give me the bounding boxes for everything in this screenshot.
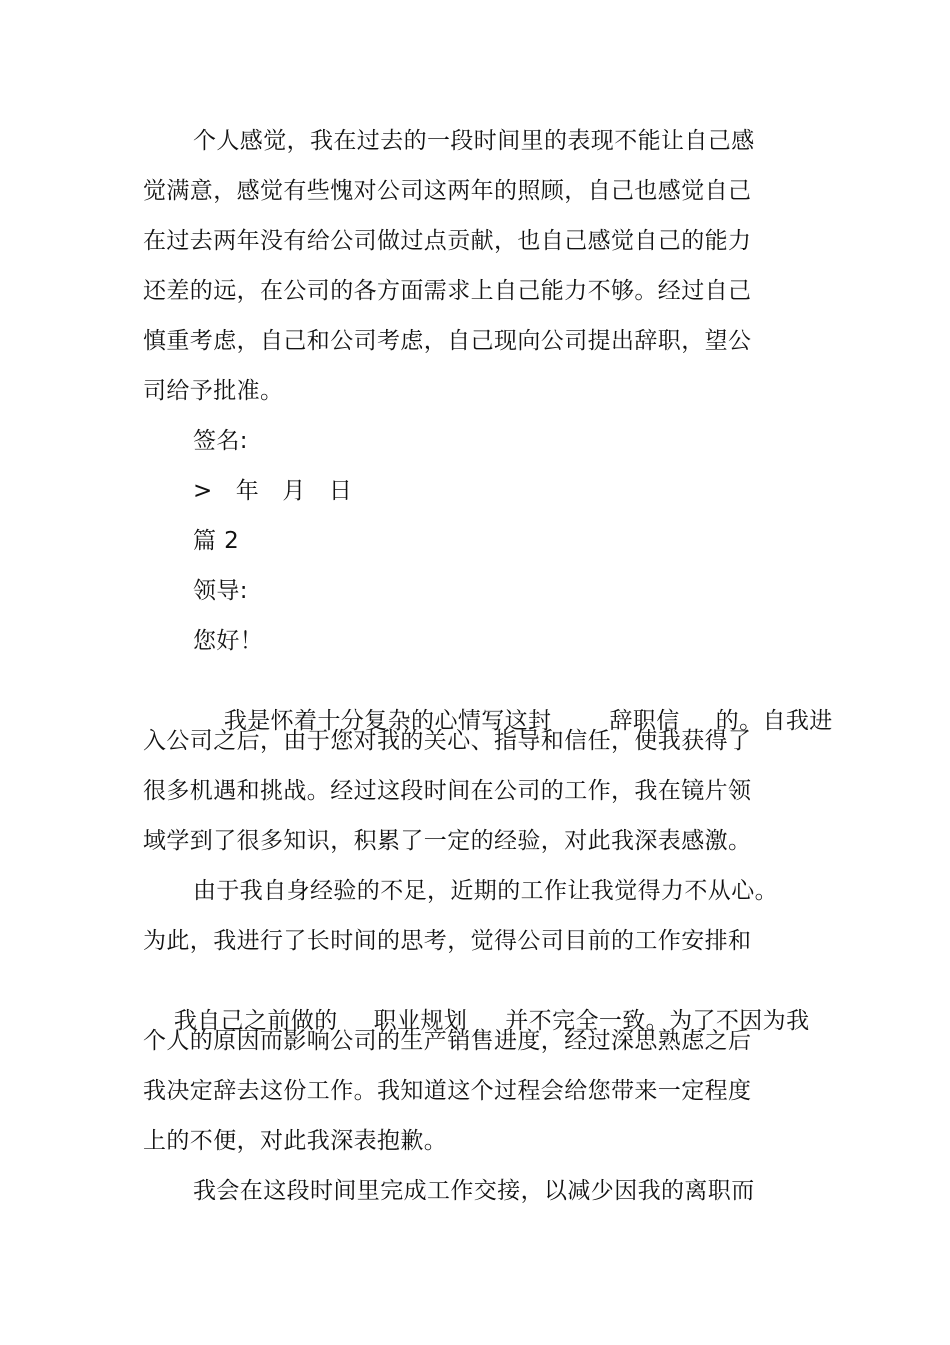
paragraph-line: 觉满意，感觉有些愧对公司这两年的照顾，自己也感觉自己 xyxy=(143,178,752,204)
text-segment: 辞职信 xyxy=(609,708,680,734)
paragraph-line: 个人感觉，我在过去的一段时间里的表现不能让自己感 xyxy=(193,128,755,154)
paragraph-line: 还差的远，在公司的各方面需求上自己能力不够。经过自己 xyxy=(143,278,752,304)
paragraph-line: 慎重考虑，自己和公司考虑，自己现向公司提出辞职，望公 xyxy=(143,328,752,354)
text-segment: 我是怀着十分复杂的心情写这封 xyxy=(223,708,552,734)
section-heading: 篇 2 xyxy=(193,528,240,554)
paragraph-line: 很多机遇和挑战。经过这段时间在公司的工作，我在镜片领 xyxy=(143,778,752,804)
text-segment: 的。自我进 xyxy=(715,708,833,734)
date-line: > 年 月 日 xyxy=(193,478,353,504)
salutation: 领导: xyxy=(193,578,248,604)
text-segment: 我自己之前做的 xyxy=(173,1008,338,1034)
paragraph-line: 司给予批准。 xyxy=(143,378,284,404)
text-segment: 职业规划 xyxy=(373,1008,468,1034)
paragraph-line: 我会在这段时间里完成工作交接，以减少因我的离职而 xyxy=(193,1178,755,1204)
paragraph-line: 上的不便，对此我深表抱歉。 xyxy=(143,1128,448,1154)
paragraph-line: 为此，我进行了长时间的思考，觉得公司目前的工作安排和 xyxy=(143,928,752,954)
paragraph-line: 域学到了很多知识，积累了一定的经验，对此我深表感激。 xyxy=(143,828,752,854)
paragraph-line: 个人的原因而影响公司的生产销售进度，经过深思熟虑之后 xyxy=(143,1028,752,1054)
paragraph-line: 由于我自身经验的不足，近期的工作让我觉得力不从心。 xyxy=(193,878,778,904)
paragraph-line: 入公司之后，由于您对我的关心、指导和信任，使我获得了 xyxy=(143,728,752,754)
signature-label: 签名: xyxy=(193,428,248,454)
paragraph-line: 我决定辞去这份工作。我知道这个过程会给您带来一定程度 xyxy=(143,1078,752,1104)
greeting: 您好！ xyxy=(193,628,264,654)
text-segment: 并不完全一致。为了不因为我 xyxy=(505,1008,810,1034)
paragraph-line: 在过去两年没有给公司做过点贡献，也自己感觉自己的能力 xyxy=(143,228,752,254)
